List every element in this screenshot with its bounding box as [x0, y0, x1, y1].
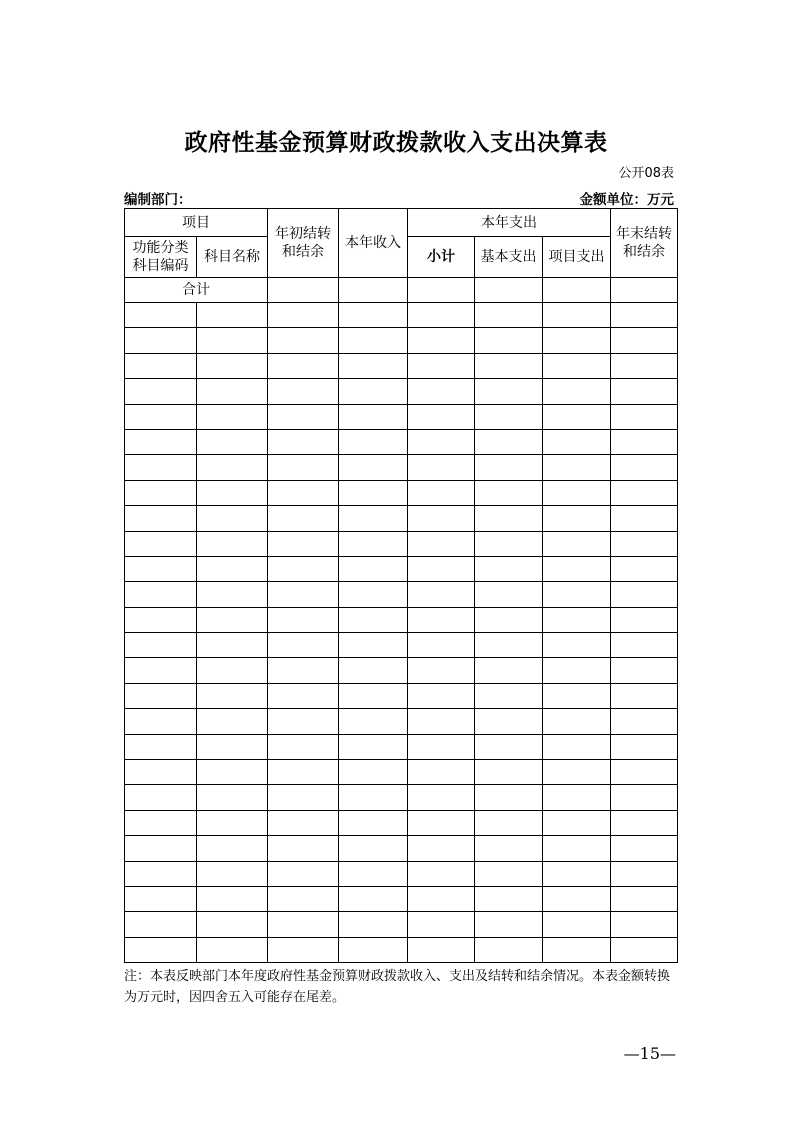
table-cell: [268, 912, 339, 937]
table-cell: [408, 429, 475, 454]
table-cell: [611, 683, 678, 708]
table-cell: [197, 734, 268, 759]
table-cell: [268, 556, 339, 581]
table-row: [125, 760, 678, 785]
table-cell: [543, 785, 611, 810]
table-cell: [125, 531, 197, 556]
table-row: [125, 328, 678, 353]
table-cell: [475, 531, 543, 556]
table-cell: [268, 709, 339, 734]
table-row: [125, 886, 678, 911]
table-cell: [611, 480, 678, 505]
table-row: [125, 607, 678, 632]
table-cell: [268, 404, 339, 429]
table-cell: [611, 861, 678, 886]
table-cell: [543, 683, 611, 708]
table-cell: [611, 734, 678, 759]
table-cell: [543, 328, 611, 353]
table-cell: [125, 633, 197, 658]
total-row: [125, 278, 678, 303]
table-cell: [339, 506, 408, 531]
table-cell: [543, 480, 611, 505]
table-cell: [197, 506, 268, 531]
header-end-balance: [611, 209, 678, 278]
table-cell: [611, 379, 678, 404]
table-cell: [197, 785, 268, 810]
table-row: [125, 379, 678, 404]
total-label: 合计: [125, 278, 268, 303]
table-cell: [125, 785, 197, 810]
table-cell: [268, 937, 339, 962]
table-cell: [475, 455, 543, 480]
table-cell: [543, 709, 611, 734]
table-cell: [611, 328, 678, 353]
table-row: [125, 531, 678, 556]
table-cell: [543, 937, 611, 962]
table-cell: [475, 278, 543, 303]
table-cell: [408, 455, 475, 480]
table-cell: [339, 836, 408, 861]
table-cell: [611, 303, 678, 328]
table-cell: [197, 531, 268, 556]
table-cell: [197, 861, 268, 886]
table-cell: [475, 328, 543, 353]
header-subject-name: 科目名称: [197, 237, 268, 278]
table-cell: [543, 455, 611, 480]
table-cell: [543, 607, 611, 632]
table-cell: [197, 683, 268, 708]
table-cell: [611, 556, 678, 581]
table-cell: [197, 303, 268, 328]
table-cell: [475, 886, 543, 911]
table-cell: [408, 836, 475, 861]
table-cell: [197, 379, 268, 404]
table-cell: [543, 734, 611, 759]
table-row: [125, 836, 678, 861]
table-cell: [611, 810, 678, 835]
table-cell: [475, 734, 543, 759]
table-cell: [543, 886, 611, 911]
table-cell: [408, 912, 475, 937]
table-cell: [197, 328, 268, 353]
table-cell: [408, 760, 475, 785]
table-cell: [611, 278, 678, 303]
table-cell: [611, 429, 678, 454]
table-cell: [268, 760, 339, 785]
table-cell: [408, 658, 475, 683]
table-cell: [543, 303, 611, 328]
header-basic-expense: 基本支出: [475, 237, 543, 278]
table-cell: [125, 480, 197, 505]
table-row: [125, 455, 678, 480]
table-cell: [197, 633, 268, 658]
table-cell: [408, 404, 475, 429]
dept-label: 编制部门：: [124, 192, 192, 208]
table-cell: [408, 303, 475, 328]
table-row: [125, 556, 678, 581]
table-cell: [339, 353, 408, 378]
table-cell: [611, 912, 678, 937]
table-cell: [268, 506, 339, 531]
table-cell: [543, 658, 611, 683]
table-cell: [475, 429, 543, 454]
table-cell: [543, 582, 611, 607]
table-cell: [125, 556, 197, 581]
table-cell: [339, 278, 408, 303]
table-cell: [339, 582, 408, 607]
header-income: 本年收入: [339, 209, 408, 278]
table-cell: [475, 582, 543, 607]
table-cell: [611, 785, 678, 810]
unit-label: 金额单位：万元: [579, 192, 674, 208]
table-cell: [408, 633, 475, 658]
table-row: [125, 709, 678, 734]
table-cell: [268, 607, 339, 632]
table-cell: [543, 353, 611, 378]
table-cell: [543, 404, 611, 429]
table-cell: [611, 607, 678, 632]
table-cell: [268, 861, 339, 886]
table-cell: [339, 556, 408, 581]
table-cell: [339, 912, 408, 937]
table-row: [125, 658, 678, 683]
table-cell: [339, 607, 408, 632]
table-cell: [408, 607, 475, 632]
header-func-code: [125, 237, 197, 278]
table-cell: [408, 810, 475, 835]
table-cell: [268, 785, 339, 810]
table-cell: [408, 506, 475, 531]
table-cell: [339, 404, 408, 429]
table-cell: [268, 303, 339, 328]
table-cell: [339, 785, 408, 810]
header-begin-balance-line2: 和结余: [282, 244, 324, 260]
table-cell: [475, 861, 543, 886]
table-cell: [197, 455, 268, 480]
header-func-code-line2: 科目编码: [132, 258, 189, 274]
table-cell: [408, 480, 475, 505]
table-row: [125, 480, 678, 505]
table-cell: [197, 836, 268, 861]
table-cell: [339, 734, 408, 759]
table-cell: [408, 937, 475, 962]
table-cell: [543, 760, 611, 785]
table-cell: [543, 861, 611, 886]
table-cell: [125, 683, 197, 708]
table-cell: [268, 886, 339, 911]
table-cell: [339, 683, 408, 708]
table-cell: [268, 683, 339, 708]
table-cell: [197, 582, 268, 607]
table-cell: [611, 455, 678, 480]
table-cell: [339, 709, 408, 734]
table-cell: [543, 429, 611, 454]
table-cell: [339, 760, 408, 785]
table-cell: [339, 455, 408, 480]
table-cell: [475, 353, 543, 378]
table-cell: [408, 709, 475, 734]
table-cell: [475, 937, 543, 962]
table-cell: [268, 480, 339, 505]
table-cell: [339, 379, 408, 404]
table-cell: [543, 556, 611, 581]
table-cell: [475, 912, 543, 937]
budget-table: [124, 208, 678, 963]
table-cell: [125, 506, 197, 531]
table-cell: [339, 531, 408, 556]
table-cell: [475, 556, 543, 581]
table-cell: [268, 278, 339, 303]
table-cell: [611, 836, 678, 861]
table-cell: [543, 633, 611, 658]
table-cell: [197, 429, 268, 454]
table-cell: [475, 303, 543, 328]
table-cell: [475, 658, 543, 683]
header-project-expense: 项目支出: [543, 237, 611, 278]
table-row: [125, 912, 678, 937]
table-cell: [611, 709, 678, 734]
table-cell: [125, 379, 197, 404]
table-cell: [543, 278, 611, 303]
table-cell: [125, 404, 197, 429]
table-cell: [543, 531, 611, 556]
table-cell: [197, 912, 268, 937]
table-cell: [197, 886, 268, 911]
header-end-balance-line1: 年末结转: [616, 226, 672, 242]
table-cell: [339, 861, 408, 886]
table-cell: [408, 886, 475, 911]
table-cell: [339, 303, 408, 328]
table-cell: [125, 810, 197, 835]
table-cell: [408, 531, 475, 556]
header-end-balance-line2: 和结余: [623, 244, 665, 260]
table-cell: [475, 810, 543, 835]
table-cell: [268, 531, 339, 556]
table-cell: [268, 810, 339, 835]
table-cell: [125, 353, 197, 378]
table-cell: [268, 353, 339, 378]
table-number: 公开08表: [618, 166, 674, 181]
table-cell: [125, 734, 197, 759]
table-cell: [197, 709, 268, 734]
table-cell: [125, 836, 197, 861]
table-cell: [611, 633, 678, 658]
table-cell: [268, 734, 339, 759]
table-cell: [408, 328, 475, 353]
table-cell: [339, 937, 408, 962]
table-cell: [543, 836, 611, 861]
table-row: [125, 404, 678, 429]
table-cell: [125, 912, 197, 937]
table-cell: [611, 760, 678, 785]
header-expense-group: 本年支出: [408, 209, 611, 237]
page-number: —15—: [623, 1044, 676, 1063]
table-cell: [408, 353, 475, 378]
table-cell: [475, 709, 543, 734]
table-cell: [475, 607, 543, 632]
table-cell: [408, 683, 475, 708]
page-title: 政府性基金预算财政拨款收入支出决算表: [184, 130, 608, 156]
table-cell: [611, 506, 678, 531]
table-row: [125, 683, 678, 708]
table-cell: [125, 582, 197, 607]
table-cell: [611, 582, 678, 607]
table-cell: [268, 379, 339, 404]
table-cell: [611, 531, 678, 556]
table-cell: [339, 658, 408, 683]
table-cell: [408, 379, 475, 404]
table-cell: [339, 429, 408, 454]
table-cell: [125, 429, 197, 454]
table-cell: [543, 506, 611, 531]
table-cell: [125, 861, 197, 886]
table-cell: [197, 810, 268, 835]
footnote: 注：本表反映部门本年度政府性基金预算财政拨款收入、支出及结转和结余情况。本表金额转换为万元时，因四舍五入可能存在尾差。: [124, 969, 671, 1005]
table-cell: [268, 455, 339, 480]
table-cell: [268, 328, 339, 353]
table-cell: [197, 658, 268, 683]
table-cell: [475, 404, 543, 429]
table-cell: [268, 658, 339, 683]
table-cell: [125, 303, 197, 328]
table-cell: [475, 379, 543, 404]
table-cell: [339, 886, 408, 911]
table-row: [125, 303, 678, 328]
header-subtotal: 小计: [408, 237, 475, 278]
table-cell: [268, 582, 339, 607]
table-row: [125, 506, 678, 531]
table-cell: [339, 328, 408, 353]
table-cell: [408, 582, 475, 607]
table-cell: [475, 760, 543, 785]
table-cell: [408, 785, 475, 810]
table-cell: [611, 404, 678, 429]
table-cell: [475, 506, 543, 531]
table-cell: [475, 480, 543, 505]
table-cell: [125, 607, 197, 632]
table-cell: [197, 404, 268, 429]
table-cell: [125, 760, 197, 785]
table-cell: [125, 658, 197, 683]
table-cell: [408, 556, 475, 581]
table-cell: [197, 480, 268, 505]
header-begin-balance-line1: 年初结转: [275, 226, 331, 242]
table-cell: [475, 785, 543, 810]
table-cell: [125, 455, 197, 480]
table-cell: [125, 328, 197, 353]
table-cell: [125, 886, 197, 911]
table-cell: [197, 937, 268, 962]
table-cell: [611, 658, 678, 683]
table-cell: [543, 912, 611, 937]
table-cell: [339, 633, 408, 658]
table-cell: [611, 937, 678, 962]
header-item: 项目: [125, 209, 268, 237]
table-cell: [268, 429, 339, 454]
table-cell: [408, 734, 475, 759]
table-cell: [408, 278, 475, 303]
table-row: [125, 734, 678, 759]
table-row: [125, 633, 678, 658]
table-cell: [543, 379, 611, 404]
table-cell: [611, 353, 678, 378]
header-begin-balance: [268, 209, 339, 278]
table-row: [125, 582, 678, 607]
table-cell: [268, 836, 339, 861]
table-cell: [197, 556, 268, 581]
table-cell: [197, 353, 268, 378]
table-row: [125, 937, 678, 962]
table-cell: [197, 607, 268, 632]
table-cell: [475, 683, 543, 708]
table-cell: [197, 760, 268, 785]
table-row: [125, 429, 678, 454]
table-cell: [611, 886, 678, 911]
table-row: [125, 861, 678, 886]
table-cell: [268, 633, 339, 658]
table-cell: [339, 810, 408, 835]
header-func-code-line1: 功能分类: [132, 240, 189, 256]
table-cell: [408, 861, 475, 886]
table-cell: [475, 633, 543, 658]
table-cell: [125, 709, 197, 734]
table-cell: [543, 810, 611, 835]
table-row: [125, 810, 678, 835]
table-row: [125, 785, 678, 810]
table-cell: [125, 937, 197, 962]
table-row: [125, 353, 678, 378]
table-cell: [339, 480, 408, 505]
table-cell: [475, 836, 543, 861]
